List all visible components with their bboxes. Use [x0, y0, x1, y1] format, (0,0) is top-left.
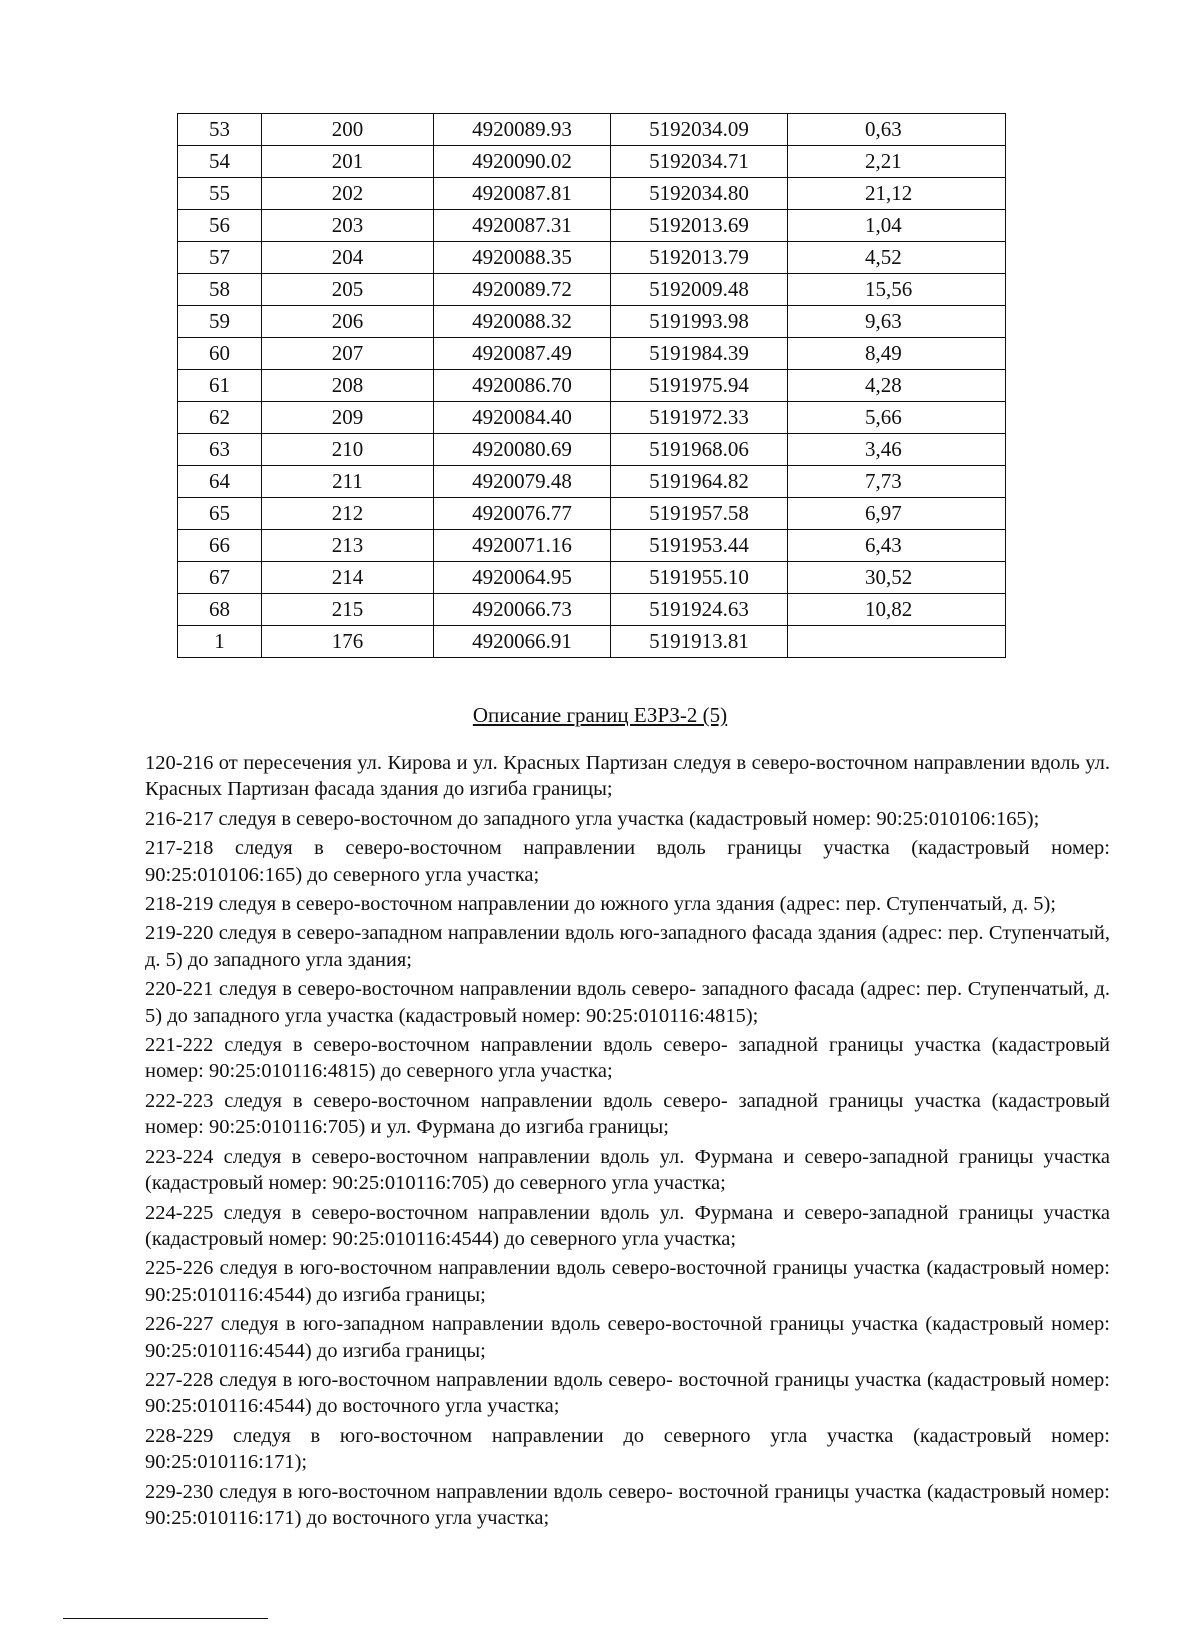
table-cell: 208 — [262, 370, 434, 402]
table-cell: 5191964.82 — [611, 466, 788, 498]
boundary-segment-paragraph: 225-226 следуя в юго-восточном направлении вдоль северо-восточной границы участка (кадастровый номер: 90:25:010116:4544) до изгиба границы; — [145, 1257, 1110, 1306]
table-cell: 5192034.71 — [611, 146, 788, 178]
table-row — [178, 434, 1006, 466]
table-cell: 5192013.69 — [611, 210, 788, 242]
boundary-segment-paragraph: 217-218 следуя в северо-восточном направлении вдоль границы участка (кадастровый номер: 90:25:010106:165) до северного угла участка; — [145, 837, 1110, 886]
table-cell: 4920087.31 — [434, 210, 611, 242]
boundary-segment-paragraph: 226-227 следуя в юго-западном направлении вдоль северо-восточной границы участка (кадастровый номер: 90:25:010116:4544) до изгиба границы; — [145, 1313, 1110, 1362]
table-row — [178, 594, 1006, 626]
table-cell: 64 — [178, 466, 262, 498]
table-cell: 4920080.69 — [434, 434, 611, 466]
coordinates-table-body — [178, 114, 1006, 658]
table-cell: 4920076.77 — [434, 498, 611, 530]
table-cell: 5191924.63 — [611, 594, 788, 626]
table-cell: 209 — [262, 402, 434, 434]
table-cell: 15,56 — [788, 274, 1006, 306]
table-cell: 1,04 — [788, 210, 1006, 242]
table-cell: 10,82 — [788, 594, 1006, 626]
table-cell: 5192009.48 — [611, 274, 788, 306]
boundary-segment-paragraph: 220-221 следуя в северо-восточном направлении вдоль северо- западного фасада (адрес: пер. Ступенчатый, д. 5) до западного угла участка (кадастровый номер: 90:25:010116:4815); — [145, 978, 1110, 1027]
table-cell: 4920087.49 — [434, 338, 611, 370]
table-cell: 56 — [178, 210, 262, 242]
table-cell: 4920090.02 — [434, 146, 611, 178]
footnote-rule — [63, 1618, 268, 1619]
table-cell: 4,28 — [788, 370, 1006, 402]
table-cell: 5191913.81 — [611, 626, 788, 658]
table-cell: 4920064.95 — [434, 562, 611, 594]
boundary-segment-paragraph: 218-219 следуя в северо-восточном направлении до южного угла здания (адрес: пер. Ступенчатый, д. 5); — [145, 893, 1056, 916]
section-title-wrapper — [0, 703, 1200, 728]
table-cell: 4920071.16 — [434, 530, 611, 562]
boundary-segment-paragraph: 224-225 следуя в северо-восточном направлении вдоль ул. Фурмана и северо-западной границы участка (кадастровый номер: 90:25:010116:4544) до северного угла участка; — [145, 1201, 1110, 1250]
table-cell: 4920086.70 — [434, 370, 611, 402]
table-cell: 215 — [262, 594, 434, 626]
table-cell: 9,63 — [788, 306, 1006, 338]
table-cell: 6,97 — [788, 498, 1006, 530]
table-row — [178, 114, 1006, 146]
table-row — [178, 146, 1006, 178]
table-cell: 200 — [262, 114, 434, 146]
table-row — [178, 338, 1006, 370]
table-row — [178, 370, 1006, 402]
table-cell: 211 — [262, 466, 434, 498]
table-row — [178, 466, 1006, 498]
table-row — [178, 626, 1006, 658]
table-cell: 0,63 — [788, 114, 1006, 146]
table-cell: 30,52 — [788, 562, 1006, 594]
table-cell: 206 — [262, 306, 434, 338]
table-cell: 5191975.94 — [611, 370, 788, 402]
table-cell: 4920089.93 — [434, 114, 611, 146]
table-cell: 1 — [178, 626, 262, 658]
table-cell: 58 — [178, 274, 262, 306]
table-cell: 210 — [262, 434, 434, 466]
section-title: Описание границ ЕЗРЗ-2 (5) — [472, 703, 728, 727]
table-cell: 60 — [178, 338, 262, 370]
table-cell: 57 — [178, 242, 262, 274]
table-cell: 55 — [178, 178, 262, 210]
table-cell: 176 — [262, 626, 434, 658]
table-cell: 8,49 — [788, 338, 1006, 370]
table-cell: 67 — [178, 562, 262, 594]
table-cell: 4920088.35 — [434, 242, 611, 274]
boundary-segment-paragraph: 228-229 следуя в юго-восточном направлении до северного угла участка (кадастровый номер: 90:25:010116:171); — [145, 1424, 1110, 1474]
table-row — [178, 306, 1006, 338]
table-cell: 202 — [262, 178, 434, 210]
table-cell: 4920066.91 — [434, 626, 611, 658]
table-cell: 63 — [178, 434, 262, 466]
table-row — [178, 530, 1006, 562]
table-row — [178, 498, 1006, 530]
table-cell: 59 — [178, 306, 262, 338]
table-cell: 5191968.06 — [611, 434, 788, 466]
table-row — [178, 210, 1006, 242]
boundary-segment-paragraph: 223-224 следуя в северо-восточном направлении вдоль ул. Фурмана и северо-западной границы участка (кадастровый номер: 90:25:010116:705) до северного угла участка; — [145, 1145, 1110, 1195]
table-cell: 5192013.79 — [611, 242, 788, 274]
table-cell: 5191957.58 — [611, 498, 788, 530]
table-cell — [788, 626, 1006, 658]
table-cell: 68 — [178, 594, 262, 626]
table-cell: 3,46 — [788, 434, 1006, 466]
table-cell: 4920088.32 — [434, 306, 611, 338]
table-cell: 7,73 — [788, 466, 1006, 498]
table-cell: 5191993.98 — [611, 306, 788, 338]
boundary-segment-paragraph: 120-216 от пересечения ул. Кирова и ул. Красных Партизан следуя в северо-восточном направлении вдоль ул. Красных Партизан фасада здания до изгиба границы; — [145, 752, 1110, 801]
table-cell: 54 — [178, 146, 262, 178]
table-cell: 4920087.81 — [434, 178, 611, 210]
boundary-description — [145, 750, 1110, 1534]
table-cell: 204 — [262, 242, 434, 274]
table-cell: 214 — [262, 562, 434, 594]
boundary-segment-paragraph: 229-230 следуя в юго-восточном направлении вдоль северо- восточной границы участка (кадастровый номер: 90:25:010116:171) до восточного угла участка; — [145, 1480, 1110, 1529]
table-cell: 62 — [178, 402, 262, 434]
table-cell: 5191955.10 — [611, 562, 788, 594]
table-cell: 203 — [262, 210, 434, 242]
table-cell: 212 — [262, 498, 434, 530]
boundary-segment-paragraph: 222-223 следуя в северо-восточном направлении вдоль северо- западной границы участка (кадастровый номер: 90:25:010116:705) и ул. Фурмана до изгиба границы; — [145, 1089, 1110, 1139]
table-cell: 66 — [178, 530, 262, 562]
table-cell: 201 — [262, 146, 434, 178]
table-cell: 4920079.48 — [434, 466, 611, 498]
table-row — [178, 402, 1006, 434]
coordinates-table — [177, 113, 1006, 658]
table-cell: 21,12 — [788, 178, 1006, 210]
table-cell: 4920084.40 — [434, 402, 611, 434]
table-cell: 53 — [178, 114, 262, 146]
boundary-segment-paragraph: 216-217 следуя в северо-восточном до западного угла участка (кадастровый номер: 90:25:010106:165); — [145, 807, 1040, 830]
table-cell: 61 — [178, 370, 262, 402]
boundary-segment-paragraph: 227-228 следуя в юго-восточном направлении вдоль северо- восточной границы участка (кадастровый номер: 90:25:010116:4544) до восточного угла участка; — [145, 1368, 1110, 1418]
table-cell: 4,52 — [788, 242, 1006, 274]
boundary-segment-paragraph: 219-220 следуя в северо-западном направлении вдоль юго-западного фасада здания (адрес: пер. Ступенчатый, д. 5) до западного угла здания; — [145, 922, 1110, 971]
table-row — [178, 242, 1006, 274]
table-cell: 4920066.73 — [434, 594, 611, 626]
table-cell: 5191972.33 — [611, 402, 788, 434]
table-cell: 205 — [262, 274, 434, 306]
table-cell: 5191953.44 — [611, 530, 788, 562]
boundary-segment-paragraph: 221-222 следуя в северо-восточном направлении вдоль северо- западной границы участка (кадастровый номер: 90:25:010116:4815) до северного угла участка; — [145, 1034, 1110, 1083]
table-cell: 207 — [262, 338, 434, 370]
table-cell: 5192034.80 — [611, 178, 788, 210]
table-cell: 4920089.72 — [434, 274, 611, 306]
table-row — [178, 178, 1006, 210]
table-row — [178, 274, 1006, 306]
table-cell: 213 — [262, 530, 434, 562]
table-cell: 6,43 — [788, 530, 1006, 562]
table-cell: 65 — [178, 498, 262, 530]
table-cell: 5191984.39 — [611, 338, 788, 370]
table-cell: 5,66 — [788, 402, 1006, 434]
table-row — [178, 562, 1006, 594]
table-cell: 2,21 — [788, 146, 1006, 178]
table-cell: 5192034.09 — [611, 114, 788, 146]
